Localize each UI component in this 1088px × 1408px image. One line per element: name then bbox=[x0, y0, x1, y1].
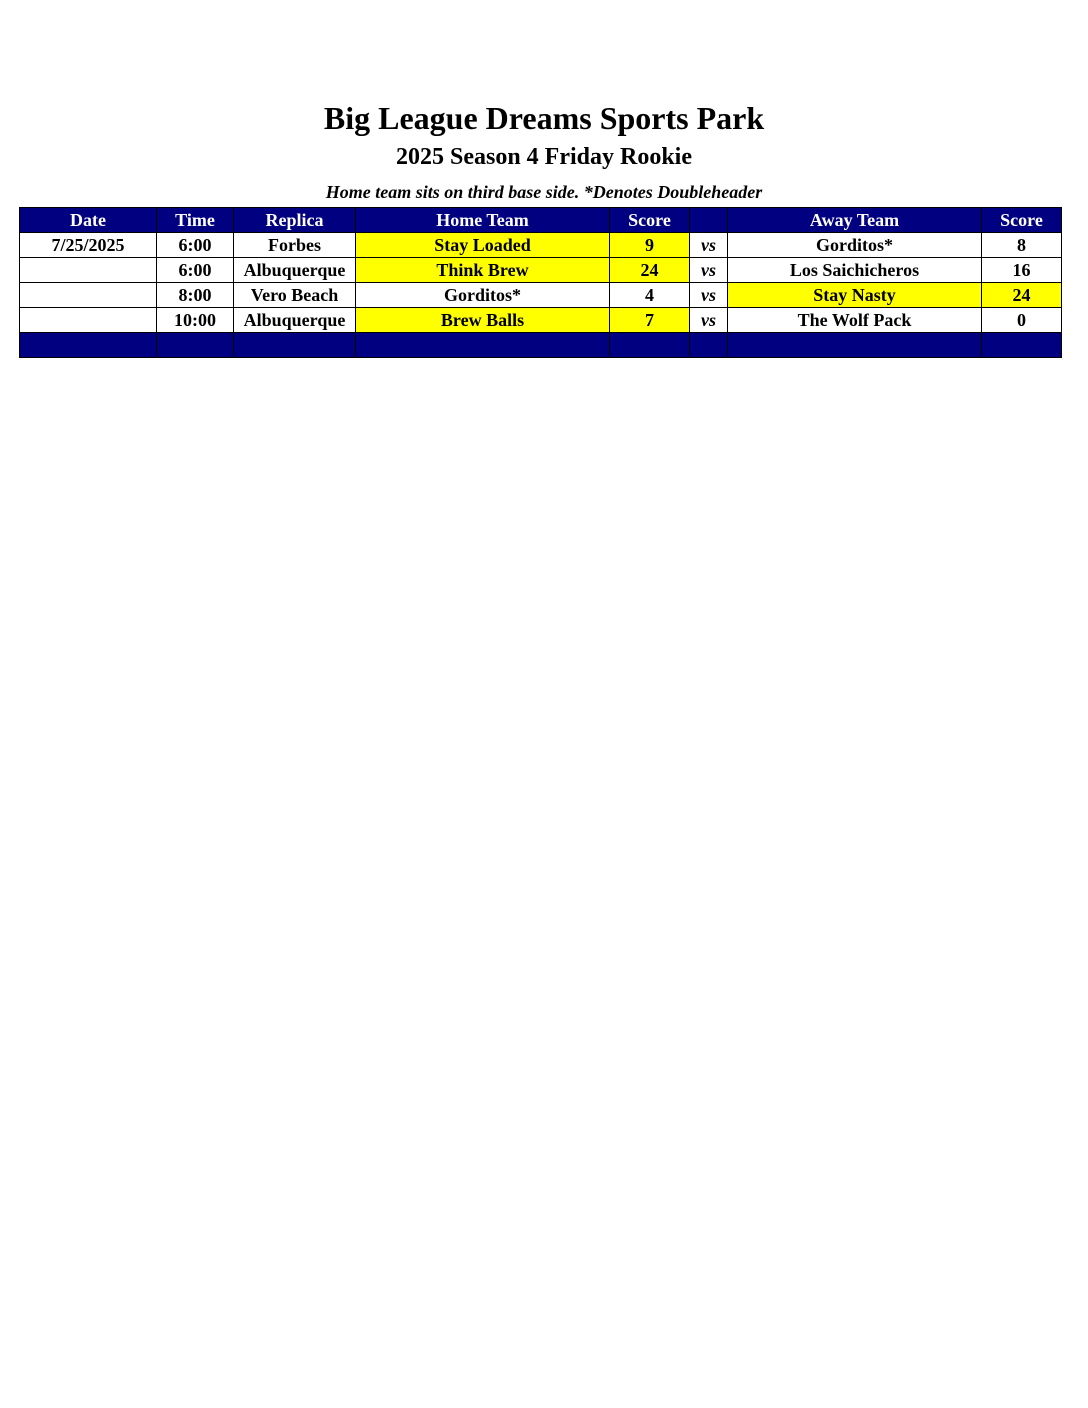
away-team-cell: The Wolf Pack bbox=[728, 308, 982, 333]
table-row bbox=[20, 258, 1062, 283]
home-score-cell: 24 bbox=[610, 258, 690, 283]
away-score-cell: 8 bbox=[982, 233, 1062, 258]
replica-cell: Vero Beach bbox=[234, 283, 356, 308]
home-team-cell: Gorditos* bbox=[356, 283, 610, 308]
away-score-cell: 16 bbox=[982, 258, 1062, 283]
table-header-row bbox=[20, 208, 1062, 233]
footer-cell bbox=[234, 333, 356, 358]
vs-cell: vs bbox=[690, 308, 728, 333]
footer-cell bbox=[20, 333, 157, 358]
time-cell: 8:00 bbox=[157, 283, 234, 308]
vs-cell: vs bbox=[690, 233, 728, 258]
away-team-cell: Stay Nasty bbox=[728, 283, 982, 308]
away-score-cell: 0 bbox=[982, 308, 1062, 333]
date-cell bbox=[20, 283, 157, 308]
schedule-note: Home team sits on third base side. *Denotes Doubleheader bbox=[325, 182, 763, 202]
footer-cell bbox=[610, 333, 690, 358]
footer-cell bbox=[728, 333, 982, 358]
away-team-cell: Los Saichicheros bbox=[728, 258, 982, 283]
column-header-away-score: Score bbox=[982, 208, 1062, 233]
date-cell: 7/25/2025 bbox=[20, 233, 157, 258]
time-cell: 10:00 bbox=[157, 308, 234, 333]
table-footer-row bbox=[20, 333, 1062, 358]
column-header-home-score: Score bbox=[610, 208, 690, 233]
table-row bbox=[20, 233, 1062, 258]
column-header-vs bbox=[690, 208, 728, 233]
date-cell bbox=[20, 308, 157, 333]
home-team-cell: Brew Balls bbox=[356, 308, 610, 333]
season-subtitle: 2025 Season 4 Friday Rookie bbox=[395, 144, 692, 170]
column-header-time: Time bbox=[157, 208, 234, 233]
page-title: Big League Dreams Sports Park bbox=[323, 100, 765, 136]
footer-cell bbox=[356, 333, 610, 358]
replica-cell: Albuquerque bbox=[234, 258, 356, 283]
footer-cell bbox=[690, 333, 728, 358]
footer-cell bbox=[157, 333, 234, 358]
home-score-cell: 9 bbox=[610, 233, 690, 258]
away-team-cell: Gorditos* bbox=[728, 233, 982, 258]
date-cell bbox=[20, 258, 157, 283]
home-score-cell: 7 bbox=[610, 308, 690, 333]
column-header-home-team: Home Team bbox=[356, 208, 610, 233]
home-team-cell: Stay Loaded bbox=[356, 233, 610, 258]
replica-cell: Forbes bbox=[234, 233, 356, 258]
time-cell: 6:00 bbox=[157, 258, 234, 283]
home-team-cell: Think Brew bbox=[356, 258, 610, 283]
column-header-away-team: Away Team bbox=[728, 208, 982, 233]
table-row bbox=[20, 308, 1062, 333]
footer-cell bbox=[982, 333, 1062, 358]
away-score-cell: 24 bbox=[982, 283, 1062, 308]
table-row bbox=[20, 283, 1062, 308]
vs-cell: vs bbox=[690, 258, 728, 283]
home-score-cell: 4 bbox=[610, 283, 690, 308]
time-cell: 6:00 bbox=[157, 233, 234, 258]
column-header-replica: Replica bbox=[234, 208, 356, 233]
schedule-table bbox=[19, 207, 1062, 358]
vs-cell: vs bbox=[690, 283, 728, 308]
replica-cell: Albuquerque bbox=[234, 308, 356, 333]
column-header-date: Date bbox=[20, 208, 157, 233]
